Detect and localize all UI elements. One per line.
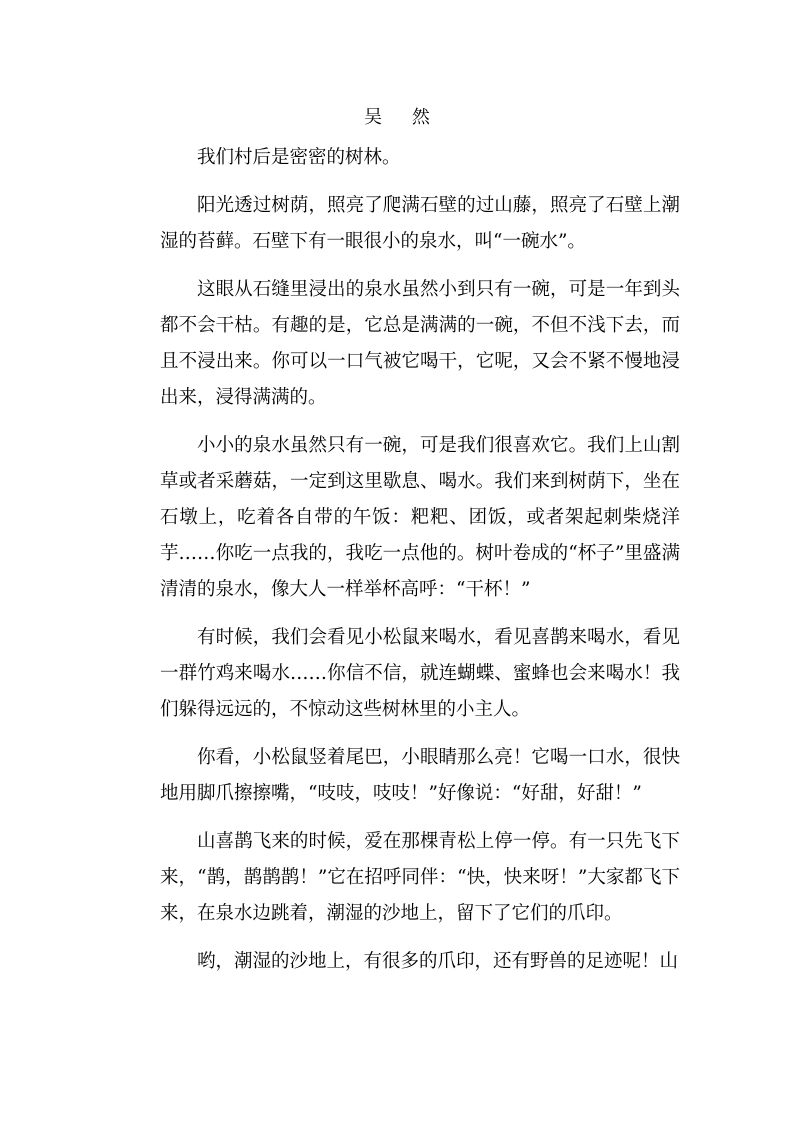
paragraph-6: 你看，小松鼠竖着尾巴，小眼睛那么亮！它喝一口水，很快地用脚爪擦擦嘴，“吱吱，吱吱！”好像说：“好甜，好甜！”	[160, 747, 680, 804]
author-name: 吴 然	[364, 107, 442, 128]
paragraph-5: 有时候，我们会看见小松鼠来喝水，看见喜鹊来喝水，看见一群竹鸡来喝水……你信不信，就连蝴蝶、蜜蜂也会来喝水！我们躲得远远的，不惊动这些树林里的小主人。	[160, 627, 680, 720]
paragraph-8: 哟，潮湿的沙地上，有很多的爪印，还有野兽的足迹呢！山	[197, 951, 679, 972]
paragraph-4: 小小的泉水虽然只有一碗，可是我们很喜欢它。我们上山割草或者采蘑菇，一定到这里歇息、喝水。我们来到树荫下，坐在石墩上，吃着各自带的午饭：粑粑、团饭，或者架起刺柴烧洋芋……你吃一点我的，我吃一点他的。树叶卷成的“杯子”里盛满清清的泉水，像大人一样举杯高呼：“干杯！”	[160, 435, 680, 600]
article-body	[160, 140, 680, 992]
paragraph-1: 我们村后是密密的树林。	[197, 147, 401, 168]
paragraph-2: 阳光透过树荫，照亮了爬满石壁的过山藤，照亮了石壁上潮湿的苔藓。石壁下有一眼很小的泉水，叫“一碗水”。	[160, 195, 680, 252]
paragraph-7: 山喜鹊飞来的时候，爱在那棵青松上停一停。有一只先飞下来，“鹊，鹊鹊鹊！”它在招呼同伴：“快，快来呀！”大家都飞下来，在泉水边跳着，潮湿的沙地上，留下了它们的爪印。	[160, 831, 680, 924]
paragraph-3: 这眼从石缝里浸出的泉水虽然小到只有一碗，可是一年到头都不会干枯。有趣的是，它总是满满的一碗，不但不浅下去，而且不浸出来。你可以一口气被它喝干，它呢，又会不紧不慢地浸出来，浸得满满的。	[160, 279, 680, 408]
